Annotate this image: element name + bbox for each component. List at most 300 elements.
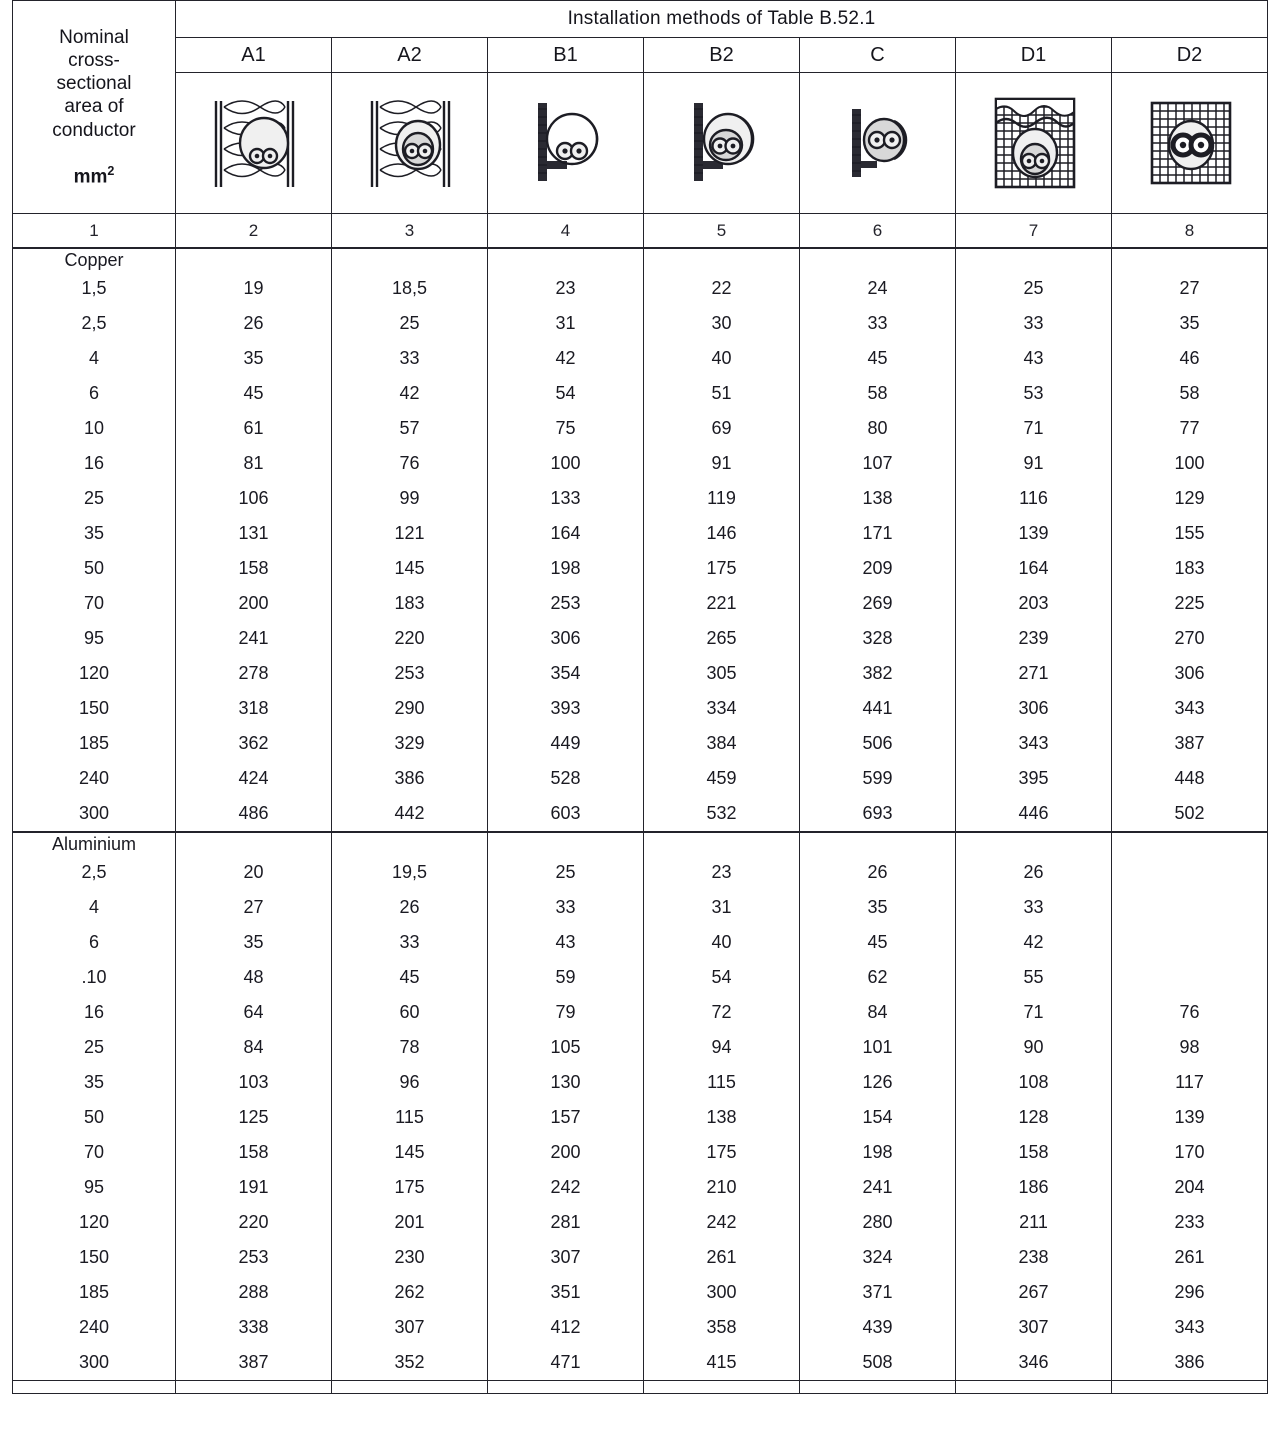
- group-aluminium: [13, 832, 1268, 1381]
- conductor-size-cell: 120: [13, 656, 176, 691]
- capacity-cell-d1: 271: [956, 656, 1112, 691]
- capacity-cell-b1: 603: [488, 796, 644, 832]
- conductor-size-cell: 6: [13, 376, 176, 411]
- capacity-cell-a1: 26: [176, 306, 332, 341]
- method-header-b2: B2: [644, 38, 800, 73]
- capacity-cell-b1: 43: [488, 925, 644, 960]
- capacity-cell-a2: 329: [332, 726, 488, 761]
- table-row: [13, 995, 1268, 1030]
- capacity-cell-c: 506: [800, 726, 956, 761]
- table-row: [13, 960, 1268, 995]
- capacity-cell-d1: 33: [956, 306, 1112, 341]
- method-icon-row: [13, 73, 1268, 214]
- partial-cell: [1112, 1381, 1268, 1394]
- conductor-size-cell: 50: [13, 551, 176, 586]
- table-row: [13, 656, 1268, 691]
- capacity-cell-a1: 191: [176, 1170, 332, 1205]
- capacity-cell-d2: 98: [1112, 1030, 1268, 1065]
- icon-cell-c: [800, 73, 956, 214]
- conductor-size-cell: 150: [13, 691, 176, 726]
- capacity-cell-b2: 115: [644, 1065, 800, 1100]
- conductor-size-cell: 185: [13, 726, 176, 761]
- capacity-cell-a2: 175: [332, 1170, 488, 1205]
- partial-cell: [488, 1381, 644, 1394]
- capacity-cell-d2: [1112, 855, 1268, 890]
- group-header-spacer: [176, 832, 332, 855]
- capacity-cell-d1: 158: [956, 1135, 1112, 1170]
- capacity-cell-a2: 33: [332, 925, 488, 960]
- capacity-cell-d2: [1112, 890, 1268, 925]
- column-number-2: 2: [176, 214, 332, 249]
- capacity-cell-b2: 40: [644, 341, 800, 376]
- stub-line-5: conductor: [52, 119, 136, 141]
- capacity-cell-d2: 296: [1112, 1275, 1268, 1310]
- capacity-cell-d1: 128: [956, 1100, 1112, 1135]
- icon-cell-a1: [176, 73, 332, 214]
- capacity-cell-b1: 164: [488, 516, 644, 551]
- capacity-cell-b2: 221: [644, 586, 800, 621]
- stub-unit: [13, 164, 175, 189]
- capacity-cell-c: 508: [800, 1345, 956, 1381]
- capacity-cell-d1: 43: [956, 341, 1112, 376]
- capacity-cell-a1: 20: [176, 855, 332, 890]
- capacity-cell-b2: 415: [644, 1345, 800, 1381]
- stub-line-4: area of: [64, 96, 124, 118]
- group-header-row: [13, 832, 1268, 855]
- capacity-cell-d1: 33: [956, 890, 1112, 925]
- capacity-cell-a1: 387: [176, 1345, 332, 1381]
- capacity-cell-c: 241: [800, 1170, 956, 1205]
- capacity-cell-d1: 42: [956, 925, 1112, 960]
- group-header-spacer: [332, 248, 488, 271]
- table-row: [13, 890, 1268, 925]
- capacity-cell-a2: 307: [332, 1310, 488, 1345]
- group-header-spacer: [956, 832, 1112, 855]
- partial-cell: [332, 1381, 488, 1394]
- capacity-cell-d2: 58: [1112, 376, 1268, 411]
- capacity-cell-a1: 27: [176, 890, 332, 925]
- conductor-size-cell: .10: [13, 960, 176, 995]
- capacity-cell-b1: 42: [488, 341, 644, 376]
- unit-base: mm: [73, 166, 108, 187]
- conductor-size-cell: 240: [13, 761, 176, 796]
- table-row: [13, 481, 1268, 516]
- capacity-cell-b1: 242: [488, 1170, 644, 1205]
- capacity-cell-b1: 200: [488, 1135, 644, 1170]
- capacity-cell-d1: 186: [956, 1170, 1112, 1205]
- conductor-size-cell: 2,5: [13, 306, 176, 341]
- capacity-cell-d1: 53: [956, 376, 1112, 411]
- title-row: [13, 1, 1268, 38]
- installation-methods-title: Installation methods of Table B.52.1: [176, 1, 1268, 38]
- partial-cell: [644, 1381, 800, 1394]
- table-row: [13, 376, 1268, 411]
- partial-cell: [13, 1381, 176, 1394]
- method-header-d1: D1: [956, 38, 1112, 73]
- column-number-row: [13, 214, 1268, 249]
- capacity-cell-a2: 45: [332, 960, 488, 995]
- group-header-spacer: [176, 248, 332, 271]
- capacity-cell-c: 26: [800, 855, 956, 890]
- icon-cell-d2: [1112, 73, 1268, 214]
- capacity-cell-b1: 75: [488, 411, 644, 446]
- capacity-cell-b2: 242: [644, 1205, 800, 1240]
- capacity-cell-d2: 170: [1112, 1135, 1268, 1170]
- column-number-3: 3: [332, 214, 488, 249]
- capacity-cell-b1: 25: [488, 855, 644, 890]
- capacity-cell-a2: 57: [332, 411, 488, 446]
- group-header-spacer: [488, 832, 644, 855]
- capacity-cell-b1: 412: [488, 1310, 644, 1345]
- capacity-cell-d1: 90: [956, 1030, 1112, 1065]
- capacity-cell-a2: 386: [332, 761, 488, 796]
- capacity-cell-a1: 158: [176, 551, 332, 586]
- capacity-cell-b1: 79: [488, 995, 644, 1030]
- icon-cell-b1: [488, 73, 644, 214]
- icon-cell-a2: [332, 73, 488, 214]
- capacity-cell-d2: 183: [1112, 551, 1268, 586]
- capacity-cell-a1: 253: [176, 1240, 332, 1275]
- conductor-size-cell: 70: [13, 1135, 176, 1170]
- capacity-cell-d2: 76: [1112, 995, 1268, 1030]
- table-row: [13, 586, 1268, 621]
- capacity-cell-c: 171: [800, 516, 956, 551]
- conductor-size-cell: 10: [13, 411, 176, 446]
- capacity-cell-d1: 306: [956, 691, 1112, 726]
- capacity-cell-d1: 55: [956, 960, 1112, 995]
- group-header-spacer: [1112, 248, 1268, 271]
- table-row: [13, 446, 1268, 481]
- capacity-cell-d2: 343: [1112, 1310, 1268, 1345]
- capacity-cell-c: 138: [800, 481, 956, 516]
- capacity-cell-b1: 157: [488, 1100, 644, 1135]
- group-label: Copper: [13, 248, 176, 271]
- capacity-cell-d1: 108: [956, 1065, 1112, 1100]
- capacity-cell-d2: 261: [1112, 1240, 1268, 1275]
- capacity-cell-d2: 343: [1112, 691, 1268, 726]
- capacity-cell-b2: 22: [644, 271, 800, 306]
- table-header: [13, 1, 1268, 249]
- capacity-cell-a1: 35: [176, 925, 332, 960]
- table-row: [13, 726, 1268, 761]
- capacity-cell-c: 328: [800, 621, 956, 656]
- group-header-spacer: [644, 248, 800, 271]
- column-number-5: 5: [644, 214, 800, 249]
- capacity-cell-a1: 48: [176, 960, 332, 995]
- table-row: [13, 1205, 1268, 1240]
- capacity-cell-b2: 175: [644, 1135, 800, 1170]
- table-row: [13, 551, 1268, 586]
- capacity-cell-a1: 103: [176, 1065, 332, 1100]
- capacity-cell-d2: 129: [1112, 481, 1268, 516]
- capacity-cell-a2: 76: [332, 446, 488, 481]
- column-number-6: 6: [800, 214, 956, 249]
- capacity-cell-d1: 343: [956, 726, 1112, 761]
- capacity-cell-b1: 105: [488, 1030, 644, 1065]
- icon-cell-b2: [644, 73, 800, 214]
- capacity-cell-a1: 131: [176, 516, 332, 551]
- capacity-cell-a1: 35: [176, 341, 332, 376]
- capacity-cell-d1: 238: [956, 1240, 1112, 1275]
- partial-cell: [176, 1381, 332, 1394]
- capacity-cell-a2: 352: [332, 1345, 488, 1381]
- capacity-cell-a2: 230: [332, 1240, 488, 1275]
- table-row: [13, 411, 1268, 446]
- conductor-size-cell: 1,5: [13, 271, 176, 306]
- capacity-cell-b1: 130: [488, 1065, 644, 1100]
- capacity-cell-d2: [1112, 960, 1268, 995]
- capacity-cell-c: 62: [800, 960, 956, 995]
- table-row: [13, 796, 1268, 832]
- capacity-cell-b1: 198: [488, 551, 644, 586]
- capacity-cell-a2: 96: [332, 1065, 488, 1100]
- conductor-size-cell: 4: [13, 890, 176, 925]
- capacity-cell-c: 33: [800, 306, 956, 341]
- stub-line-3: sectional: [56, 73, 132, 95]
- capacity-cell-b1: 33: [488, 890, 644, 925]
- table-row: [13, 1345, 1268, 1381]
- capacity-cell-c: 84: [800, 995, 956, 1030]
- table-row: [13, 341, 1268, 376]
- capacity-cell-d2: 35: [1112, 306, 1268, 341]
- capacity-cell-c: 80: [800, 411, 956, 446]
- capacity-cell-a2: 25: [332, 306, 488, 341]
- capacity-cell-b2: 459: [644, 761, 800, 796]
- conductor-size-cell: 185: [13, 1275, 176, 1310]
- method-label-row: [13, 38, 1268, 73]
- capacity-cell-d1: 446: [956, 796, 1112, 832]
- capacity-cell-d1: 71: [956, 995, 1112, 1030]
- capacity-cell-d2: 448: [1112, 761, 1268, 796]
- icon-cell-d1: [956, 73, 1112, 214]
- capacity-cell-d1: 139: [956, 516, 1112, 551]
- capacity-cell-c: 693: [800, 796, 956, 832]
- capacity-cell-a2: 220: [332, 621, 488, 656]
- capacity-cell-b1: 59: [488, 960, 644, 995]
- capacity-cell-d2: 139: [1112, 1100, 1268, 1135]
- capacity-cell-d1: 116: [956, 481, 1112, 516]
- table-row: [13, 1030, 1268, 1065]
- capacity-cell-a1: 486: [176, 796, 332, 832]
- wall-mounted-conduit-icon: [514, 87, 618, 199]
- capacity-cell-b2: 334: [644, 691, 800, 726]
- capacity-cell-a1: 241: [176, 621, 332, 656]
- table-row: [13, 1170, 1268, 1205]
- table-row: [13, 925, 1268, 960]
- cut-off-row-sliver: [13, 1381, 1268, 1394]
- capacity-cell-b2: 261: [644, 1240, 800, 1275]
- capacity-cell-c: 126: [800, 1065, 956, 1100]
- capacity-cell-d2: 117: [1112, 1065, 1268, 1100]
- conductor-size-cell: 35: [13, 516, 176, 551]
- capacity-cell-c: 35: [800, 890, 956, 925]
- table-row: [13, 621, 1268, 656]
- capacity-cell-a2: 201: [332, 1205, 488, 1240]
- capacity-cell-a1: 318: [176, 691, 332, 726]
- capacity-cell-a2: 253: [332, 656, 488, 691]
- capacity-cell-d1: 211: [956, 1205, 1112, 1240]
- capacity-cell-b2: 51: [644, 376, 800, 411]
- capacity-cell-a2: 145: [332, 1135, 488, 1170]
- capacity-cell-a1: 61: [176, 411, 332, 446]
- capacity-cell-a1: 338: [176, 1310, 332, 1345]
- capacity-cell-a1: 19: [176, 271, 332, 306]
- capacity-cell-b2: 94: [644, 1030, 800, 1065]
- capacity-cell-b1: 528: [488, 761, 644, 796]
- column-number-8: 8: [1112, 214, 1268, 249]
- capacity-cell-b2: 146: [644, 516, 800, 551]
- capacity-cell-b1: 133: [488, 481, 644, 516]
- capacity-cell-a1: 200: [176, 586, 332, 621]
- conductor-size-cell: 6: [13, 925, 176, 960]
- conductor-size-cell: 2,5: [13, 855, 176, 890]
- table-row: [13, 691, 1268, 726]
- direct-buried-cable-icon: [1136, 87, 1244, 199]
- capacity-cell-d2: [1112, 925, 1268, 960]
- capacity-cell-d2: 233: [1112, 1205, 1268, 1240]
- capacity-cell-d2: 155: [1112, 516, 1268, 551]
- capacity-cell-c: 107: [800, 446, 956, 481]
- capacity-cell-a2: 78: [332, 1030, 488, 1065]
- conductor-size-cell: 95: [13, 621, 176, 656]
- table-row: [13, 761, 1268, 796]
- table-row: [13, 306, 1268, 341]
- insulated-wall-conduit-icon: [202, 87, 306, 199]
- capacity-cell-b2: 23: [644, 855, 800, 890]
- table-row-partial: [13, 1381, 1268, 1394]
- capacity-cell-c: 439: [800, 1310, 956, 1345]
- group-header-spacer: [1112, 832, 1268, 855]
- surface-clipped-cable-icon: [826, 87, 930, 199]
- capacity-cell-b1: 54: [488, 376, 644, 411]
- capacity-cell-b2: 69: [644, 411, 800, 446]
- capacity-cell-d2: 306: [1112, 656, 1268, 691]
- capacity-cell-b2: 138: [644, 1100, 800, 1135]
- capacity-cell-c: 324: [800, 1240, 956, 1275]
- capacity-cell-d2: 387: [1112, 726, 1268, 761]
- capacity-cell-b1: 307: [488, 1240, 644, 1275]
- capacity-cell-b1: 471: [488, 1345, 644, 1381]
- table-row: [13, 516, 1268, 551]
- capacity-cell-a2: 19,5: [332, 855, 488, 890]
- capacity-cell-c: 45: [800, 925, 956, 960]
- method-header-a2: A2: [332, 38, 488, 73]
- method-header-d2: D2: [1112, 38, 1268, 73]
- capacity-cell-c: 198: [800, 1135, 956, 1170]
- capacity-cell-b2: 532: [644, 796, 800, 832]
- group-header-spacer: [956, 248, 1112, 271]
- capacity-cell-d1: 307: [956, 1310, 1112, 1345]
- capacity-cell-a2: 33: [332, 341, 488, 376]
- capacity-cell-c: 101: [800, 1030, 956, 1065]
- capacity-cell-b1: 281: [488, 1205, 644, 1240]
- capacity-cell-c: 154: [800, 1100, 956, 1135]
- capacity-cell-d2: 100: [1112, 446, 1268, 481]
- capacity-cell-b1: 100: [488, 446, 644, 481]
- capacity-cell-c: 441: [800, 691, 956, 726]
- conductor-size-cell: 300: [13, 1345, 176, 1381]
- capacity-cell-c: 58: [800, 376, 956, 411]
- capacity-cell-d1: 164: [956, 551, 1112, 586]
- stub-line-2: cross-: [68, 49, 120, 71]
- capacity-cell-d1: 346: [956, 1345, 1112, 1381]
- capacity-cell-a1: 158: [176, 1135, 332, 1170]
- capacity-cell-b1: 23: [488, 271, 644, 306]
- capacity-cell-a2: 115: [332, 1100, 488, 1135]
- capacity-cell-b2: 305: [644, 656, 800, 691]
- conductor-size-cell: 95: [13, 1170, 176, 1205]
- capacity-cell-a2: 442: [332, 796, 488, 832]
- table-row: [13, 1065, 1268, 1100]
- capacity-cell-b1: 253: [488, 586, 644, 621]
- group-header-spacer: [488, 248, 644, 271]
- capacity-cell-d2: 225: [1112, 586, 1268, 621]
- capacity-cell-a2: 145: [332, 551, 488, 586]
- capacity-cell-d1: 25: [956, 271, 1112, 306]
- capacity-cell-b2: 31: [644, 890, 800, 925]
- group-header-spacer: [332, 832, 488, 855]
- capacity-cell-a1: 84: [176, 1030, 332, 1065]
- capacity-cell-b2: 358: [644, 1310, 800, 1345]
- method-header-c: C: [800, 38, 956, 73]
- group-copper: [13, 248, 1268, 832]
- capacity-cell-d1: 71: [956, 411, 1112, 446]
- conductor-size-cell: 25: [13, 481, 176, 516]
- stub-line-1: Nominal: [59, 26, 129, 48]
- capacity-cell-b1: 351: [488, 1275, 644, 1310]
- conductor-size-cell: 120: [13, 1205, 176, 1240]
- capacity-cell-a2: 42: [332, 376, 488, 411]
- capacity-cell-c: 371: [800, 1275, 956, 1310]
- capacity-cell-d1: 395: [956, 761, 1112, 796]
- capacity-cell-d2: 27: [1112, 271, 1268, 306]
- capacity-cell-b2: 119: [644, 481, 800, 516]
- capacity-cell-a2: 26: [332, 890, 488, 925]
- capacity-cell-d2: 46: [1112, 341, 1268, 376]
- capacity-cell-d2: 270: [1112, 621, 1268, 656]
- group-label: Aluminium: [13, 832, 176, 855]
- capacity-cell-b1: 449: [488, 726, 644, 761]
- table-row: [13, 1240, 1268, 1275]
- conductor-size-cell: 25: [13, 1030, 176, 1065]
- capacity-cell-b2: 30: [644, 306, 800, 341]
- capacity-cell-b2: 384: [644, 726, 800, 761]
- conductor-size-cell: 50: [13, 1100, 176, 1135]
- capacity-cell-d1: 239: [956, 621, 1112, 656]
- table-row: [13, 1275, 1268, 1310]
- stub-header-cell: [13, 1, 176, 214]
- capacity-cell-a1: 125: [176, 1100, 332, 1135]
- group-header-row: [13, 248, 1268, 271]
- capacity-cell-b1: 306: [488, 621, 644, 656]
- capacity-cell-d1: 91: [956, 446, 1112, 481]
- capacity-cell-a1: 45: [176, 376, 332, 411]
- conductor-size-cell: 300: [13, 796, 176, 832]
- capacity-cell-b2: 40: [644, 925, 800, 960]
- capacity-cell-b2: 265: [644, 621, 800, 656]
- capacity-cell-a1: 278: [176, 656, 332, 691]
- current-carrying-capacity-table: [12, 0, 1268, 1394]
- group-header-spacer: [800, 832, 956, 855]
- capacity-cell-a2: 60: [332, 995, 488, 1030]
- capacity-cell-c: 382: [800, 656, 956, 691]
- capacity-cell-b2: 210: [644, 1170, 800, 1205]
- capacity-cell-c: 599: [800, 761, 956, 796]
- capacity-cell-a1: 64: [176, 995, 332, 1030]
- capacity-cell-d2: 386: [1112, 1345, 1268, 1381]
- partial-cell: [800, 1381, 956, 1394]
- capacity-cell-c: 280: [800, 1205, 956, 1240]
